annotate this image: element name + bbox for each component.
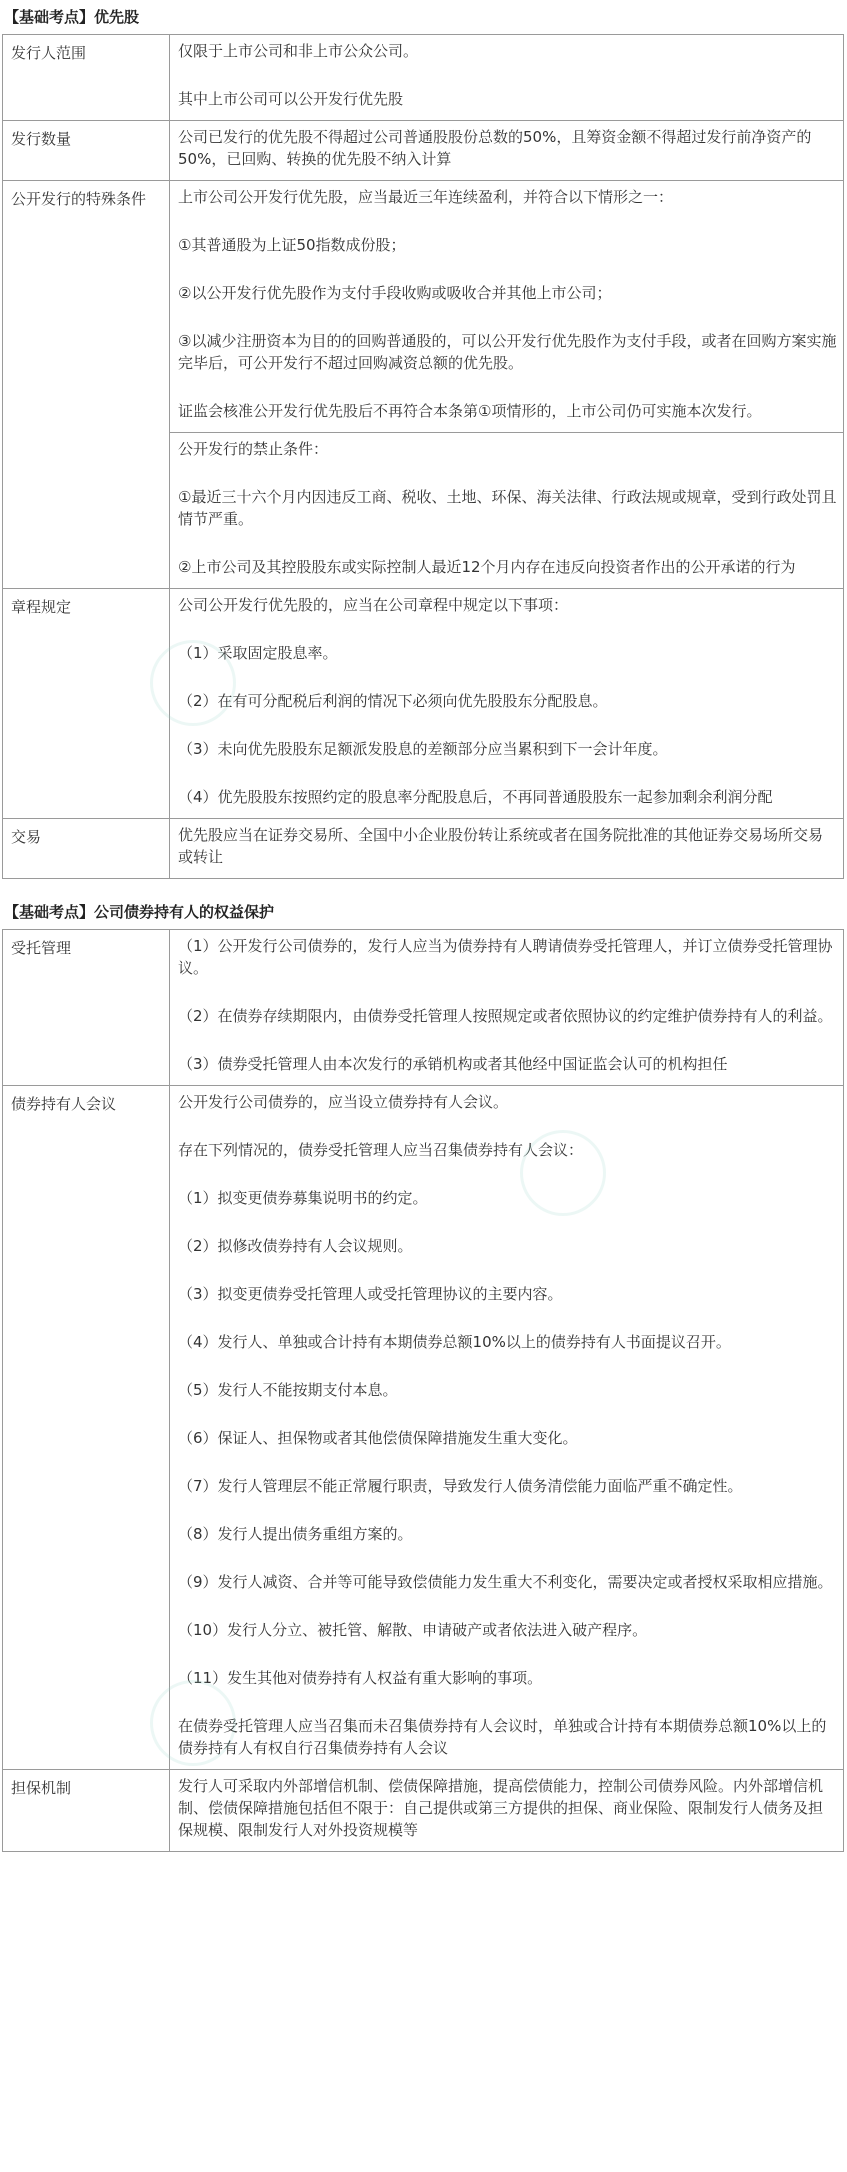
row-label: 章程规定	[3, 589, 170, 819]
content-paragraph: （7）发行人管理层不能正常履行职责，导致发行人债务清偿能力面临严重不确定性。	[178, 1477, 743, 1495]
table-row	[3, 1086, 844, 1770]
table-row	[3, 181, 844, 433]
content-paragraph: 存在下列情况的，债券受托管理人应当召集债券持有人会议：	[178, 1141, 584, 1159]
table-row	[3, 1770, 844, 1852]
section-title-preferred-shares: 【基础考点】优先股	[4, 8, 140, 26]
content-paragraph: ①最近三十六个月内因违反工商、税收、土地、环保、海关法律、行政法规或规章，受到行政处罚且情节严重。	[178, 488, 837, 528]
row-label: 债券持有人会议	[3, 1086, 170, 1770]
content-paragraph: 仅限于上市公司和非上市公众公司。	[178, 42, 419, 60]
content-paragraph: （3）未向优先股股东足额派发股息的差额部分应当累积到下一会计年度。	[178, 740, 668, 758]
content-paragraph: （9）发行人减资、合并等可能导致偿债能力发生重大不利变化，需要决定或者授权采取相应措施。	[178, 1573, 833, 1591]
content-paragraph: 公开发行公司债券的，应当设立债券持有人会议。	[178, 1093, 509, 1111]
bondholder-protection-table	[2, 929, 844, 1852]
row-content	[170, 589, 844, 819]
content-paragraph: ②上市公司及其控股股东或实际控制人最近12个月内存在违反向投资者作出的公开承诺的行为	[178, 558, 796, 576]
row-label: 担保机制	[3, 1770, 170, 1852]
row-label: 发行人范围	[3, 35, 170, 121]
table-row	[3, 819, 844, 879]
row-content	[170, 1770, 844, 1852]
content-paragraph: 在债券受托管理人应当召集而未召集债券持有人会议时，单独或合计持有本期债券总额10%以上的债券持有人有权自行召集债券持有人会议	[178, 1717, 827, 1757]
content-paragraph: （10）发行人分立、被托管、解散、申请破产或者依法进入破产程序。	[178, 1621, 648, 1639]
content-paragraph: ③以减少注册资本为目的的回购普通股的，可以公开发行优先股作为支付手段，或者在回购方案实施完毕后，可公开发行不超过回购减资总额的优先股。	[178, 332, 837, 372]
content-paragraph: 公司已发行的优先股不得超过公司普通股股份总数的50%，且筹资金额不得超过发行前净资产的50%，已回购、转换的优先股不纳入计算	[178, 128, 812, 168]
content-paragraph: （4）优先股股东按照约定的股息率分配股息后，不再同普通股股东一起参加剩余利润分配	[178, 788, 773, 806]
row-label: 受托管理	[3, 930, 170, 1086]
content-paragraph: 公开发行的禁止条件：	[178, 440, 329, 458]
content-paragraph: ①其普通股为上证50指数成份股；	[178, 236, 406, 254]
row-label: 交易	[3, 819, 170, 879]
content-paragraph: 优先股应当在证券交易所、全国中小企业股份转让系统或者在国务院批准的其他证券交易场所交易或转让	[178, 826, 824, 866]
section-title-bondholder-protection: 【基础考点】公司债券持有人的权益保护	[4, 903, 275, 921]
row-label: 公开发行的特殊条件	[3, 181, 170, 589]
preferred-shares-table	[2, 34, 844, 879]
row-content	[170, 181, 844, 433]
content-paragraph: 上市公司公开发行优先股，应当最近三年连续盈利，并符合以下情形之一：	[178, 188, 674, 206]
row-content	[170, 1086, 844, 1770]
row-content	[170, 819, 844, 879]
content-paragraph: （3）债券受托管理人由本次发行的承销机构或者其他经中国证监会认可的机构担任	[178, 1055, 728, 1073]
row-content	[170, 35, 844, 121]
table-row	[3, 589, 844, 819]
content-paragraph: （11）发生其他对债券持有人权益有重大影响的事项。	[178, 1669, 543, 1687]
content-paragraph: （2）在有可分配税后利润的情况下必须向优先股股东分配股息。	[178, 692, 608, 710]
row-content	[170, 433, 844, 589]
content-paragraph: （6）保证人、担保物或者其他偿债保障措施发生重大变化。	[178, 1429, 578, 1447]
content-paragraph: （1）采取固定股息率。	[178, 644, 338, 662]
content-paragraph: （2）拟修改债券持有人会议规则。	[178, 1237, 413, 1255]
table-row	[3, 35, 844, 121]
content-paragraph: （4）发行人、单独或合计持有本期债券总额10%以上的债券持有人书面提议召开。	[178, 1333, 731, 1351]
content-paragraph: （5）发行人不能按期支付本息。	[178, 1381, 398, 1399]
row-label: 发行数量	[3, 121, 170, 181]
content-paragraph: （3）拟变更债券受托管理人或受托管理协议的主要内容。	[178, 1285, 563, 1303]
content-paragraph: 证监会核准公开发行优先股后不再符合本条第①项情形的，上市公司仍可实施本次发行。	[178, 402, 762, 420]
content-paragraph: 发行人可采取内外部增信机制、偿债保障措施，提高偿债能力，控制公司债券风险。内外部增信机制、偿债保障措施包括但不限于：自己提供或第三方提供的担保、商业保险、限制发行人债务及担保规模、限制发行人对外投资规模等	[178, 1777, 824, 1839]
content-paragraph: （8）发行人提出债务重组方案的。	[178, 1525, 413, 1543]
row-content	[170, 121, 844, 181]
table-row	[3, 121, 844, 181]
content-paragraph: （1）公开发行公司债券的，发行人应当为债券持有人聘请债券受托管理人，并订立债券受托管理协议。	[178, 937, 833, 977]
content-paragraph: 其中上市公司可以公开发行优先股	[178, 90, 404, 108]
section-gap	[0, 879, 847, 901]
content-paragraph: （1）拟变更债券募集说明书的约定。	[178, 1189, 428, 1207]
row-content	[170, 930, 844, 1086]
content-paragraph: （2）在债券存续期限内，由债券受托管理人按照规定或者依照协议的约定维护债券持有人的利益。	[178, 1007, 833, 1025]
content-paragraph: ②以公开发行优先股作为支付手段收购或吸收合并其他上市公司；	[178, 284, 612, 302]
table-row	[3, 930, 844, 1086]
content-paragraph: 公司公开发行优先股的，应当在公司章程中规定以下事项：	[178, 596, 569, 614]
